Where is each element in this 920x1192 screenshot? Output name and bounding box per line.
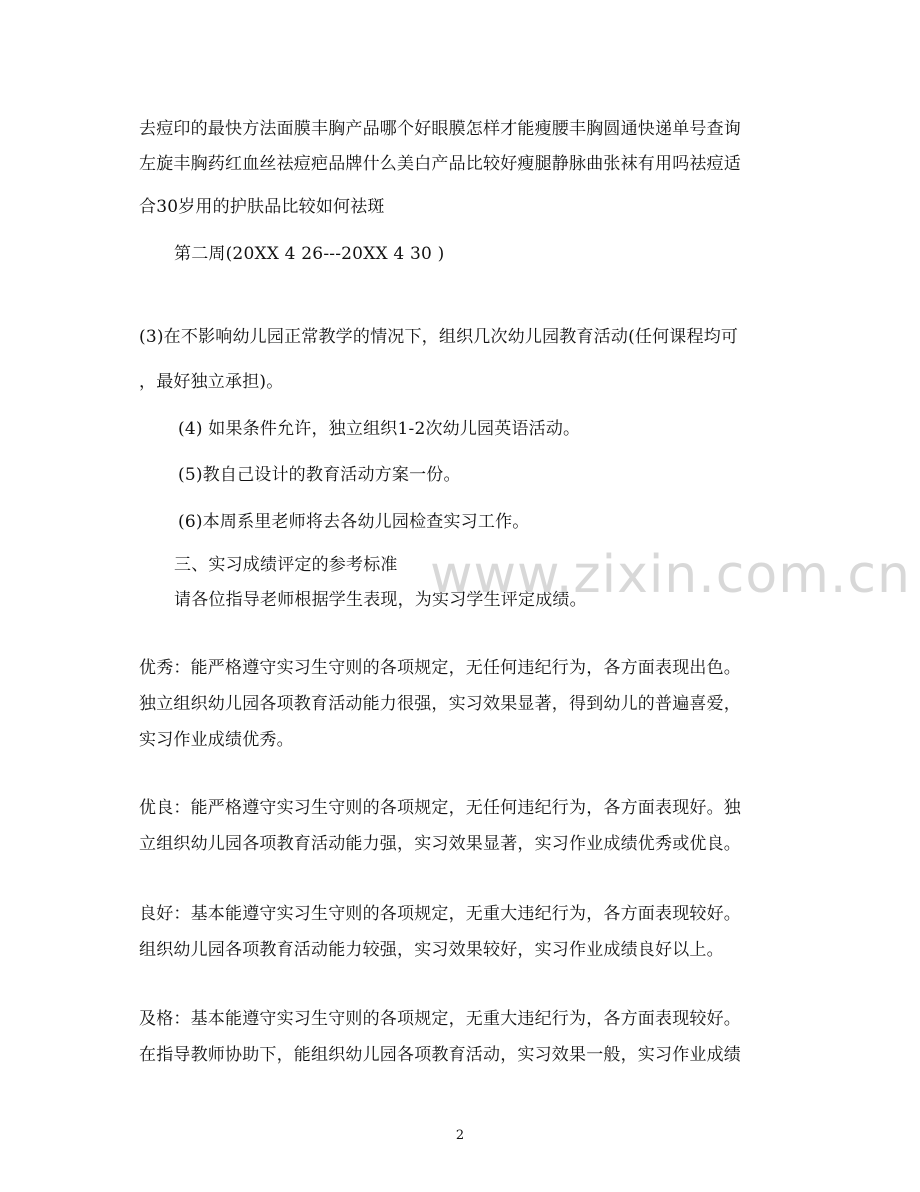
page-number: 2 <box>455 1128 465 1143</box>
section-heading: 三、实习成绩评定的参考标准 <box>174 555 398 575</box>
instruction-line: 请各位指导老师根据学生表现，为实习学生评定成绩。 <box>174 590 587 610</box>
text-line-2: 左旋丰胸药红血丝祛痘疤品牌什么美白产品比较好瘦腿静脉曲张袜有用吗祛痘适 <box>139 154 741 174</box>
pass-line-2: 在指导教师协助下，能组织幼儿园各项教育活动，实习效果一般，实习作业成绩 <box>139 1045 741 1065</box>
watermark: www.zixin.com.cn <box>430 545 911 605</box>
good-line-1: 优良：能严格遵守实习生守则的各项规定，无任何违纪行为，各方面表现好。独 <box>139 798 741 818</box>
text-line-5: (3)在不影响幼儿园正常教学的情况下，组织几次幼儿园教育活动(任何课程均可 <box>139 327 739 347</box>
excellent-line-2: 独立组织幼儿园各项教育活动能力很强，实习效果显著，得到幼儿的普遍喜爱， <box>139 694 741 714</box>
list-item-5: (5)教自己设计的教育活动方案一份。 <box>178 465 461 485</box>
fair-line-1: 良好：基本能遵守实习生守则的各项规定，无重大违纪行为，各方面表现较好。 <box>139 904 741 924</box>
text-line-6: ，最好独立承担)。 <box>139 372 284 392</box>
good-line-2: 立组织幼儿园各项教育活动能力强，实习效果显著，实习作业成绩优秀或优良。 <box>139 834 741 854</box>
list-item-4: (4) 如果条件允许，独立组织1-2次幼儿园英语活动。 <box>178 419 581 439</box>
excellent-line-3: 实习作业成绩优秀。 <box>139 730 294 750</box>
excellent-line-1: 优秀：能严格遵守实习生守则的各项规定，无任何违纪行为，各方面表现出色。 <box>139 658 741 678</box>
fair-line-2: 组织幼儿园各项教育活动能力较强，实习效果较好，实习作业成绩良好以上。 <box>139 940 724 960</box>
list-item-6: (6)本周系里老师将去各幼儿园检查实习工作。 <box>178 512 530 532</box>
pass-line-1: 及格：基本能遵守实习生守则的各项规定，无重大违纪行为，各方面表现较好。 <box>139 1009 741 1029</box>
text-line-3: 合30岁用的护肤品比较如何祛斑 <box>139 197 385 217</box>
text-line-1: 去痘印的最快方法面膜丰胸产品哪个好眼膜怎样才能瘦腰丰胸圆通快递单号查询 <box>139 119 741 139</box>
week-heading: 第二周(20XX 4 26---20XX 4 30 ) <box>174 244 445 264</box>
